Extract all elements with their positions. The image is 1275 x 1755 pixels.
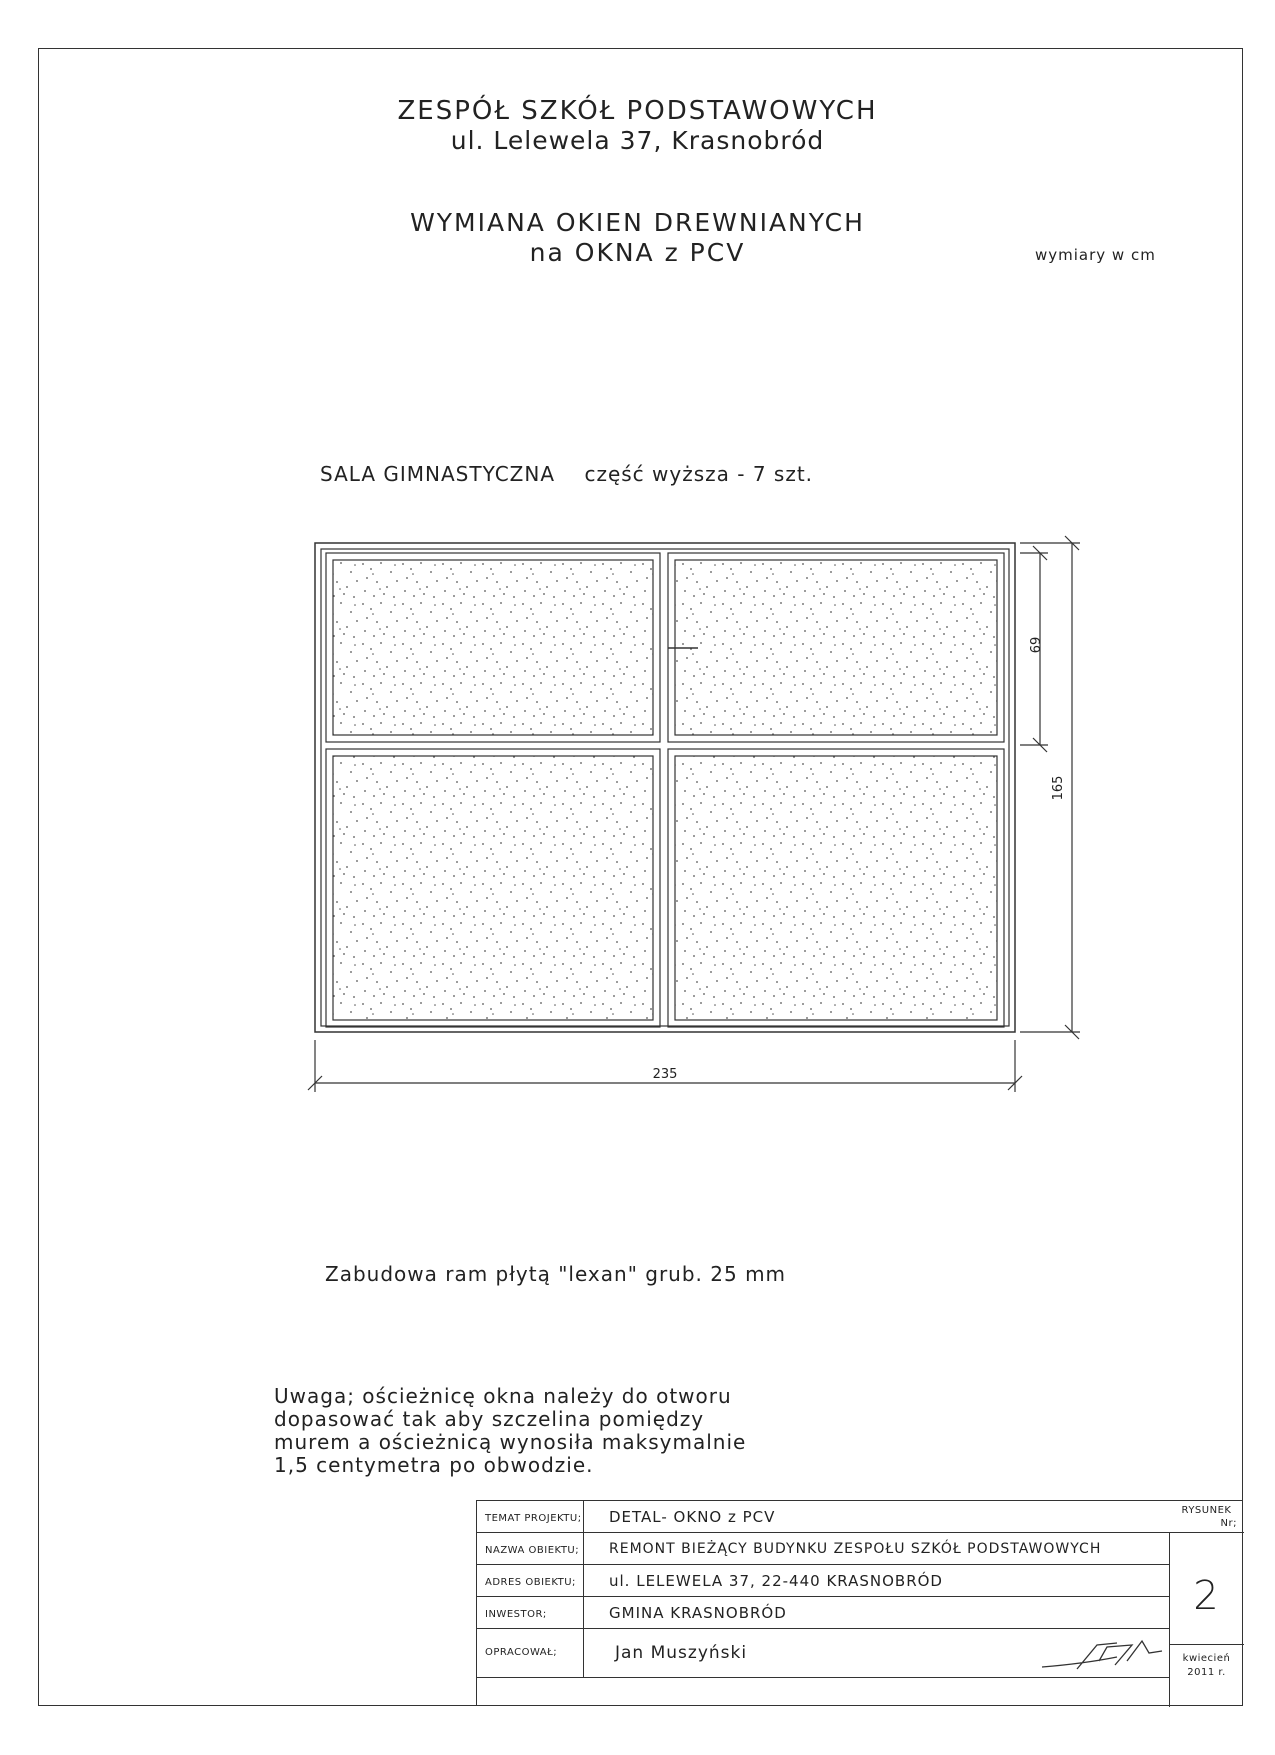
tb-value-project: DETAL- OKNO z PCV [609, 1508, 776, 1526]
dimension-height [1020, 536, 1080, 1039]
tb-divider [477, 1564, 1169, 1565]
tb-value-investor: GMINA KRASNOBRÓD [609, 1604, 787, 1622]
signature-icon [1037, 1631, 1167, 1679]
remark-line: 1,5 centymetra po obwodzie. [274, 1453, 594, 1477]
remark-line: dopasować tak aby szczelina pomiędzy [274, 1407, 705, 1431]
tb-divider [583, 1501, 584, 1677]
tb-label-object: NAZWA OBIEKTU; [485, 1545, 580, 1556]
tb-date-month: kwiecień [1182, 1653, 1231, 1664]
units-note: wymiary w cm [1035, 246, 1156, 264]
tb-value-object: REMONT BIEŻĄCY BUDYNKU ZESPOŁU SZKÓŁ PODSTAWOWYCH [609, 1541, 1102, 1557]
tb-divider [477, 1628, 1169, 1629]
dimension-width-label: 235 [652, 1067, 678, 1082]
tb-divider [1169, 1532, 1170, 1707]
tb-value-author: Jan Muszyński [615, 1643, 748, 1663]
tb-value-address: ul. LELEWELA 37, 22-440 KRASNOBRÓD [609, 1572, 943, 1590]
tb-label-project: TEMAT PROJEKTU; [485, 1513, 582, 1524]
pane-top-right [668, 553, 1004, 742]
tb-drawing-no-label-2: Nr; [1220, 1518, 1237, 1529]
tb-label-author: OPRACOWAŁ; [485, 1647, 558, 1658]
remark-line: murem a ościeżnicą wynosiła maksymalnie [274, 1430, 747, 1454]
tb-divider [477, 1532, 1244, 1533]
dimension-top-pane-label: 69 [1026, 636, 1041, 654]
section-title: SALA GIMNASTYCZNA część wyższa - 7 szt. [320, 462, 814, 486]
remark-block [274, 1385, 746, 1477]
title-block [476, 1500, 1243, 1706]
header-school-name: ZESPÓŁ SZKÓŁ PODSTAWOWYCH [397, 96, 878, 126]
tb-drawing-number: 2 [1193, 1573, 1220, 1619]
tb-label-investor: INWESTOR; [485, 1609, 547, 1620]
pane-bottom-left [326, 749, 660, 1027]
dimension-height-label: 165 [1051, 775, 1066, 801]
header-subject-line2: na OKNA z PCV [529, 238, 746, 267]
tb-divider [477, 1596, 1169, 1597]
remark-line: Uwaga; ościeżnicę okna należy do otworu [274, 1384, 732, 1408]
pane-top-left [326, 553, 660, 742]
material-note: Zabudowa ram płytą "lexan" grub. 25 mm [325, 1262, 787, 1286]
pane-bottom-right [668, 749, 1004, 1027]
tb-divider [1169, 1644, 1244, 1645]
tb-date-year: 2011 r. [1187, 1667, 1226, 1678]
header-address: ul. Lelewela 37, Krasnobród [450, 126, 825, 155]
dimension-width [308, 1040, 1022, 1092]
tb-label-address: ADRES OBIEKTU; [485, 1577, 576, 1588]
header-subject-line1: WYMIANA OKIEN DREWNIANYCH [410, 208, 865, 237]
tb-drawing-no-label: RYSUNEK [1181, 1505, 1232, 1516]
